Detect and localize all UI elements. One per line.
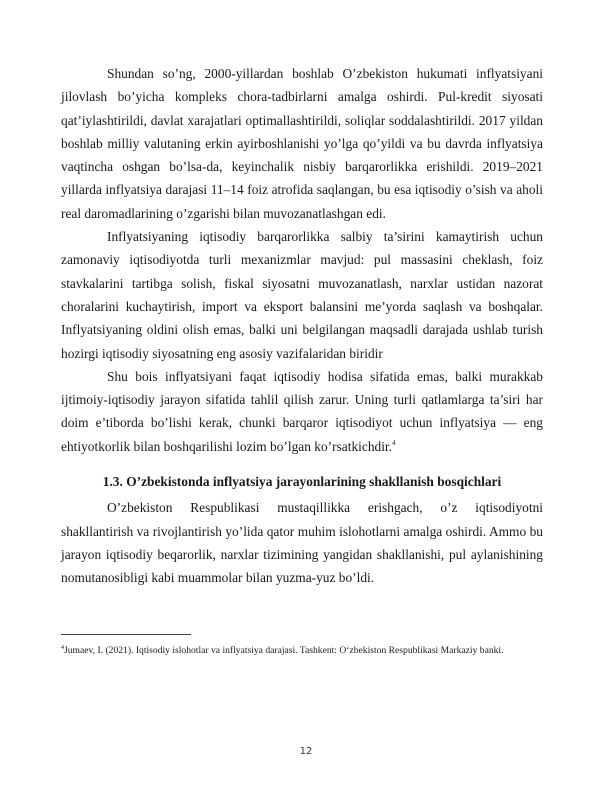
page-body bbox=[61, 62, 543, 590]
paragraph-2: Inflyatsiyaning iqtisodiy barqarorlikka salbiy ta’sirini kamaytirish uchun zamonaviy iqtisodiyotda turli mexanizmlar mavjud: pul massasini cheklash, foiz stavkalarini tartibga solish, fiskal siyosatni muvozanatlash, narxlar ustidan nazorat choralarini kuchaytirish, import va eksport balansini me’yorda saqlash va boshqalar. Inflyatsiyaning oldini olish emas, balki uni belgilangan maqsadli darajada ushlab turish hozirgi iqtisodiy siyosatning eng asosiy vazifalaridan biridir bbox=[61, 229, 543, 361]
footnote-number: 4 bbox=[61, 645, 64, 651]
footnote-divider bbox=[61, 634, 191, 635]
footnote-text: Jumaev, I. (2021). Iqtisodiy islohotlar va inflyatsiya darajasi. Tashkent: O‘zbekiston Respublikasi Markaziy banki. bbox=[64, 645, 504, 656]
paragraph-1: Shundan so’ng, 2000-yillardan boshlab O’zbekiston hukumati inflyatsiyani jilovlash bo’yicha kompleks chora-tadbirlarni amalga oshirdi. Pul-kredit siyosati qat’iylashtirildi, davlat xarajatlari optimallashtirildi, soliqlar soddalashtirildi. 2017 yildan boshlab milliy valutaning erkin ayirboshlanishi yo’lga qo’yildi va bu davrda inflyatsiya vaqtincha oshgan bo’lsa-da, keyinchalik nisbiy barqarorlikka erishildi. 2019–2021 yillarda inflyatsiya darajasi 11–14 foiz atrofida saqlangan, bu esa iqtisodiy o’sish va aholi real daromadlarining o’zgarishi bilan muvozanatlashgan edi. bbox=[61, 66, 543, 221]
section-paragraph: O’zbekiston Respublikasi mustaqillikka erishgach, o’z iqtisodiyotni shakllantirish va rivojlantirish yo’lida qator muhim islohotlarni amalga oshirdi. Ammo bu jarayon iqtisodiy beqarorlik, narxlar tizimining yangidan shakllanishi, pul aylanishining nomutanosibligi kabi muammolar bilan yuzma-yuz bo’ldi. bbox=[61, 500, 543, 586]
section-heading: 1.3. O’zbekistonda inflyatsiya jarayonlarining shakllanish bosqichlari bbox=[102, 474, 502, 490]
paragraph-3 bbox=[61, 365, 543, 458]
paragraph-3-text: Shu bois inflyatsiyani faqat iqtisodiy hodisa sifatida emas, balki murakkab ijtimoiy-iqtisodiy jarayon sifatida tahlil qilish zarur. Uning turli qatlamlarga ta’siri har doim e’tiborda bo’lishi kerak, chunki barqaror iqtisodiyot uchun inflyatsiya — eng ehtiyotkorlik bilan boshqarilishi lozim bo’lgan ko’rsatkichdir. bbox=[61, 368, 543, 454]
footnote bbox=[61, 642, 543, 660]
footnote-reference[interactable]: 4 bbox=[392, 438, 396, 447]
page-number: 12 bbox=[299, 746, 313, 757]
